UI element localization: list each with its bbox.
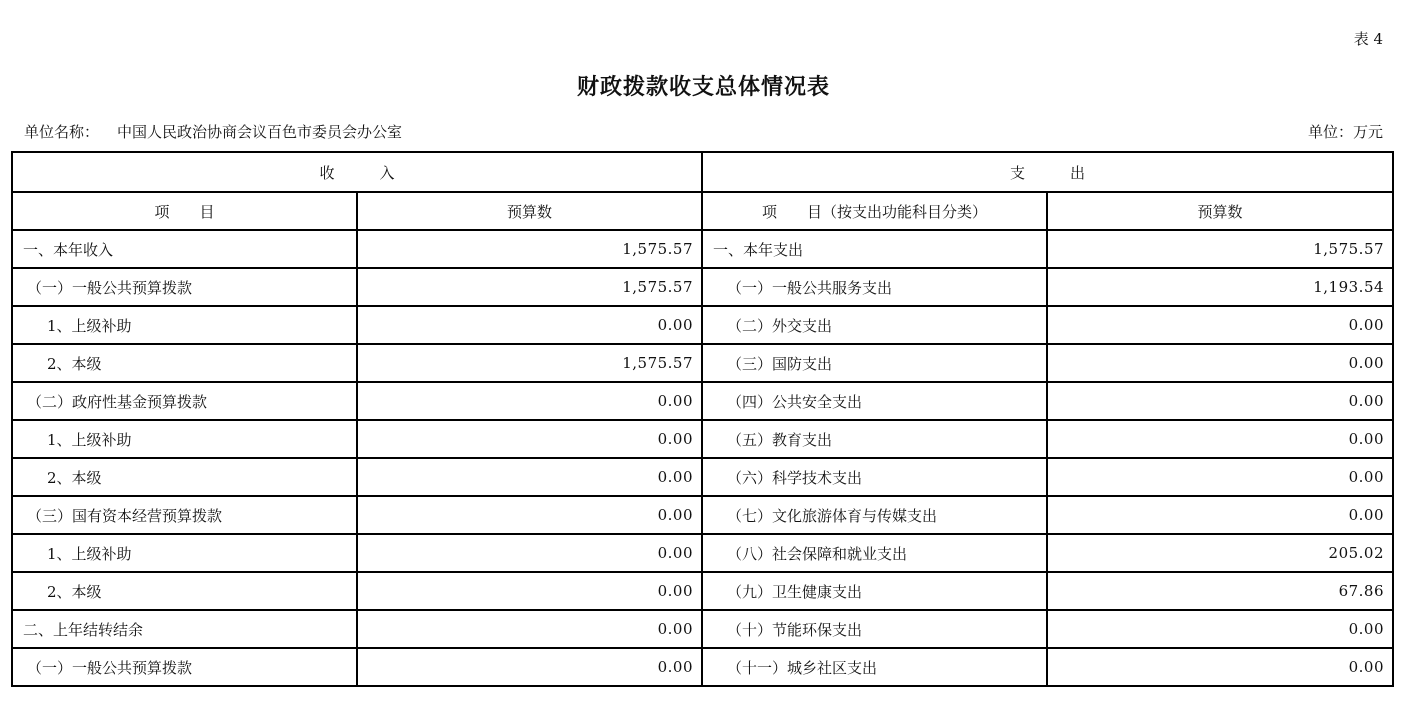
expense-value: 1,193.54 <box>1047 268 1393 306</box>
column-header-row <box>12 192 1393 230</box>
income-budget-header: 预算数 <box>357 192 702 230</box>
page-title: 财政拨款收支总体情况表 <box>576 74 830 100</box>
income-item: 1、上级补助 <box>12 534 357 572</box>
expense-value: 0.00 <box>1047 648 1393 686</box>
table-row <box>12 382 1393 420</box>
expense-item: （一）一般公共服务支出 <box>702 268 1047 306</box>
expense-value: 0.00 <box>1047 344 1393 382</box>
expense-item: （十）节能环保支出 <box>702 610 1047 648</box>
expense-value: 0.00 <box>1047 382 1393 420</box>
expense-value: 1,575.57 <box>1047 230 1393 268</box>
income-value: 1,575.57 <box>357 268 702 306</box>
table-number: 表 4 <box>1353 30 1383 48</box>
expense-item: （二）外交支出 <box>702 306 1047 344</box>
unit-name-value: 中国人民政治协商会议百色市委员会办公室 <box>117 123 403 141</box>
expense-item-header: 项 目（按支出功能科目分类） <box>702 192 1047 230</box>
currency-unit: 单位：万元 <box>1307 123 1383 141</box>
income-item: （三）国有资本经营预算拨款 <box>12 496 357 534</box>
expense-item: （六）科学技术支出 <box>702 458 1047 496</box>
expense-value: 0.00 <box>1047 306 1393 344</box>
expense-item: （九）卫生健康支出 <box>702 572 1047 610</box>
expense-value: 0.00 <box>1047 610 1393 648</box>
table-row <box>12 496 1393 534</box>
income-item: 二、上年结转结余 <box>12 610 357 648</box>
expense-item: （八）社会保障和就业支出 <box>702 534 1047 572</box>
budget-table <box>11 151 1394 687</box>
table-row <box>12 610 1393 648</box>
table-row <box>12 268 1393 306</box>
expense-value: 67.86 <box>1047 572 1393 610</box>
income-item: 2、本级 <box>12 344 357 382</box>
expense-value: 0.00 <box>1047 458 1393 496</box>
income-value: 0.00 <box>357 420 702 458</box>
income-item: （一）一般公共预算拨款 <box>12 648 357 686</box>
income-value: 0.00 <box>357 610 702 648</box>
expense-value: 0.00 <box>1047 420 1393 458</box>
income-item: （一）一般公共预算拨款 <box>12 268 357 306</box>
expense-item: （四）公共安全支出 <box>702 382 1047 420</box>
income-item: （二）政府性基金预算拨款 <box>12 382 357 420</box>
table-row <box>12 572 1393 610</box>
table-row <box>12 534 1393 572</box>
expense-header: 支 出 <box>702 152 1393 192</box>
table-row <box>12 344 1393 382</box>
expense-item: （三）国防支出 <box>702 344 1047 382</box>
expense-item: （五）教育支出 <box>702 420 1047 458</box>
income-value: 1,575.57 <box>357 230 702 268</box>
income-item: 2、本级 <box>12 458 357 496</box>
expense-item: 一、本年支出 <box>702 230 1047 268</box>
expense-item: （七）文化旅游体育与传媒支出 <box>702 496 1047 534</box>
expense-budget-header: 预算数 <box>1047 192 1393 230</box>
unit-name-line <box>24 121 402 142</box>
income-header: 收 入 <box>12 152 702 192</box>
income-item: 1、上级补助 <box>12 306 357 344</box>
income-item-header: 项 目 <box>12 192 357 230</box>
unit-name-label: 单位名称： <box>24 123 100 141</box>
table-row <box>12 230 1393 268</box>
income-value: 1,575.57 <box>357 344 702 382</box>
income-value: 0.00 <box>357 648 702 686</box>
income-value: 0.00 <box>357 458 702 496</box>
expense-value: 205.02 <box>1047 534 1393 572</box>
section-header-row <box>12 152 1393 192</box>
income-value: 0.00 <box>357 534 702 572</box>
expense-value: 0.00 <box>1047 496 1393 534</box>
income-value: 0.00 <box>357 496 702 534</box>
income-item: 1、上级补助 <box>12 420 357 458</box>
income-value: 0.00 <box>357 306 702 344</box>
table-row <box>12 420 1393 458</box>
income-item: 一、本年收入 <box>12 230 357 268</box>
income-value: 0.00 <box>357 572 702 610</box>
income-item: 2、本级 <box>12 572 357 610</box>
table-row <box>12 458 1393 496</box>
income-value: 0.00 <box>357 382 702 420</box>
table-row <box>12 306 1393 344</box>
expense-item: （十一）城乡社区支出 <box>702 648 1047 686</box>
table-row <box>12 648 1393 686</box>
